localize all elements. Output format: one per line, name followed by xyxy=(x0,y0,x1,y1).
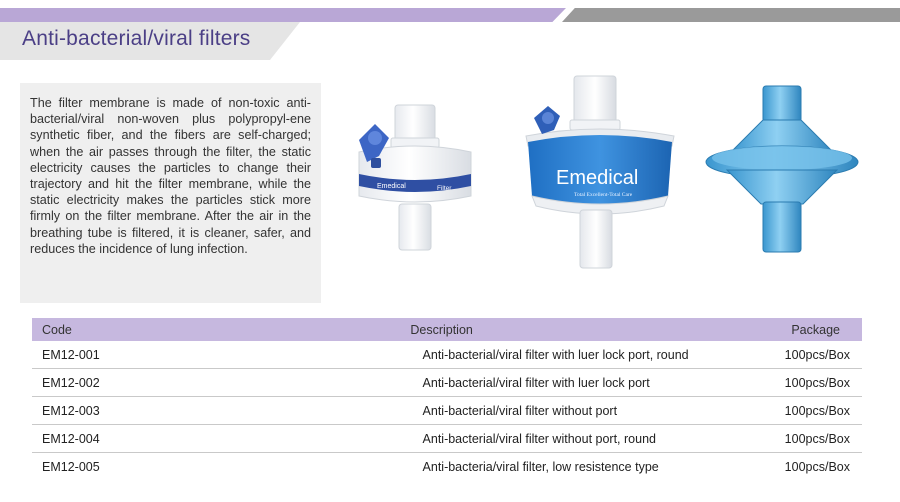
cell-package: 100pcs/Box xyxy=(765,369,862,397)
cell-description: Anti-bacterial/viral filter without port xyxy=(119,397,765,425)
column-header-package: Package xyxy=(765,318,862,341)
cell-code: EM12-003 xyxy=(32,397,119,425)
round-filter-band-label: Filter xyxy=(437,185,452,192)
cell-package: 100pcs/Box xyxy=(784,459,850,474)
column-header-code: Code xyxy=(32,318,119,341)
product-table xyxy=(32,318,862,480)
header-accent-bar xyxy=(0,8,566,22)
cell-description: Anti-bacterial/viral filter with luer lock port, round xyxy=(119,341,765,369)
product-image-round-filter xyxy=(345,100,480,275)
cell-package: 100pcs/Box xyxy=(765,341,862,369)
table-row xyxy=(32,397,862,425)
cell-description: Anti-bacteria/viral filter, low resistence type xyxy=(422,459,659,474)
product-image-square-filter xyxy=(512,72,692,277)
cell-description: Anti-bacterial/viral filter without port, round xyxy=(119,425,765,453)
column-header-description: Description xyxy=(119,318,765,341)
cell-code: EM12-002 xyxy=(32,369,119,397)
cell-code: EM12-005 xyxy=(42,459,100,474)
cell-package: 100pcs/Box xyxy=(765,397,862,425)
description-text: The filter membrane is made of non-toxic anti-bacterial/viral non-woven plus polypropyl-ene synthetic fiber, and the fibers are self-charged; when the air passes through the filter, the static electricity causes the particles to change their trajectory and hit the filter membrane, while the static electricity makes the particles stick more firmly on the filter membrane. After the air in the breathing tube is filtered, it is cleaner, safer, and reduces the incidence of lung infection. xyxy=(30,96,311,256)
round-filter-brand: Emedical xyxy=(377,183,406,190)
table-row xyxy=(32,425,862,453)
header-gray-bar xyxy=(562,8,900,22)
table-row xyxy=(32,341,862,369)
cell-code: EM12-001 xyxy=(32,341,119,369)
cell-package: 100pcs/Box xyxy=(765,425,862,453)
cell-description: Anti-bacterial/viral filter with luer lock port xyxy=(119,369,765,397)
product-image-low-resistance-filter xyxy=(705,82,865,272)
cell-code: EM12-004 xyxy=(32,425,119,453)
table-row xyxy=(32,453,862,481)
square-filter-tagline: Total Excellent-Total Care xyxy=(574,192,633,198)
table-row xyxy=(32,369,862,397)
description-panel xyxy=(20,83,321,303)
table-header-row xyxy=(32,318,862,341)
page-title: Anti-bacterial/viral filters xyxy=(22,27,251,50)
square-filter-brand: Emedical xyxy=(556,167,639,189)
